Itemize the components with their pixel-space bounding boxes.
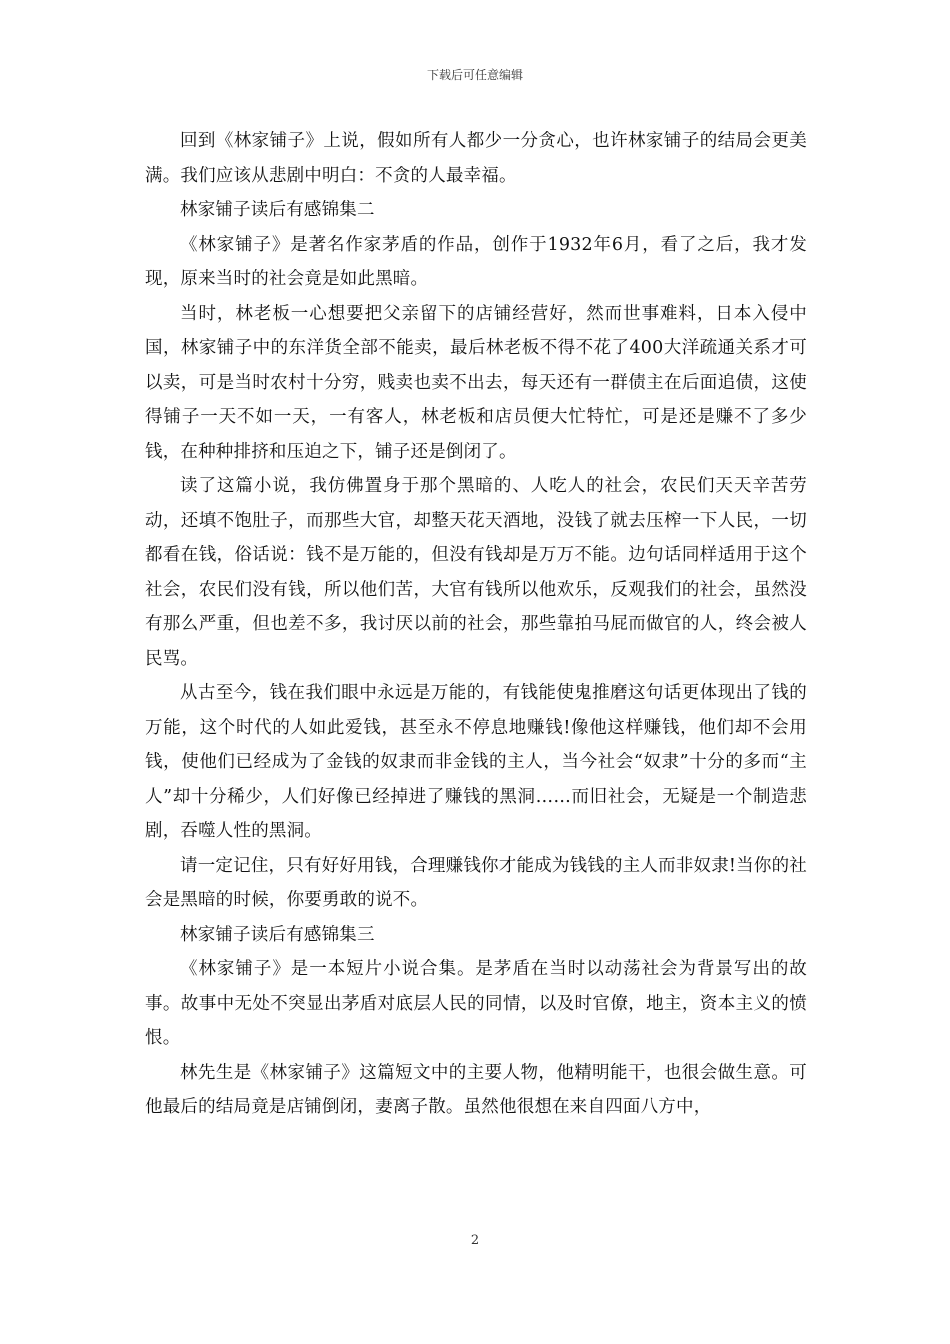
document-body [145, 124, 807, 1125]
paragraph-5: 从古至今，钱在我们眼中永远是万能的，有钱能使鬼推磨这句话更体现出了钱的万能，这个时代的人如此爱钱，甚至永不停息地赚钱!像他这样赚钱，他们却不会用钱，使他们已经成为了金钱的奴隶而非金钱的主人，当今社会“奴隶”十分的多而“主人”却十分稀少，人们好像已经掉进了赚钱的黑洞……而旧社会，无疑是一个制造悲剧，吞噬人性的黑洞。 [145, 683, 807, 841]
paragraph-8: 林先生是《林家铺子》这篇短文中的主要人物，他精明能干，也很会做生意。可他最后的结局竟是店铺倒闭，妻离子散。虽然他很想在来自四面八方中， [145, 1062, 807, 1117]
paragraph-6: 请一定记住，只有好好用钱，合理赚钱你才能成为钱钱的主人而非奴隶!当你的社会是黑暗的时候，你要勇敢的说不。 [145, 855, 807, 910]
section-heading-3: 林家铺子读后有感锦集三 [180, 924, 375, 945]
paragraph-2: 《林家铺子》是著名作家茅盾的作品，创作于1932年6月，看了之后，我才发现，原来当时的社会竟是如此黑暗。 [145, 234, 807, 289]
page-header: 下载后可任意编辑 [426, 68, 523, 82]
paragraph-3: 当时，林老板一心想要把父亲留下的店铺经营好，然而世事难料，日本入侵中国，林家铺子中的东洋货全部不能卖，最后林老板不得不花了400大洋疏通关系才可以卖，可是当时农村十分穷，贱卖也卖不出去，每天还有一群债主在后面追债，这使得铺子一天不如一天，一有客人，林老板和店员便大忙特忙，可是还是赚不了多少钱，在种种排挤和压迫之下，铺子还是倒闭了。 [145, 303, 807, 462]
paragraph-7: 《林家铺子》是一本短片小说合集。是茅盾在当时以动荡社会为背景写出的故事。故事中无处不突显出茅盾对底层人民的同情，以及时官僚，地主，资本主义的愤恨。 [145, 959, 807, 1048]
paragraph-1: 回到《林家铺子》上说，假如所有人都少一分贪心，也许林家铺子的结局会更美满。我们应该从悲剧中明白：不贪的人最幸福。 [145, 131, 807, 186]
paragraph-4: 读了这篇小说，我仿佛置身于那个黑暗的、人吃人的社会，农民们天天辛苦劳动，还填不饱肚子，而那些大官，却整天花天酒地，没钱了就去压榨一下人民，一切都看在钱，俗话说：钱不是万能的，但没有钱却是万万不能。边句话同样适用于这个社会，农民们没有钱，所以他们苦，大官有钱所以他欢乐，反观我们的社会，虽然没有那么严重，但也差不多，我讨厌以前的社会，那些靠拍马屁而做官的人，终会被人民骂。 [145, 476, 807, 669]
section-heading-2: 林家铺子读后有感锦集二 [180, 200, 375, 220]
page-number: 2 [470, 1233, 480, 1248]
